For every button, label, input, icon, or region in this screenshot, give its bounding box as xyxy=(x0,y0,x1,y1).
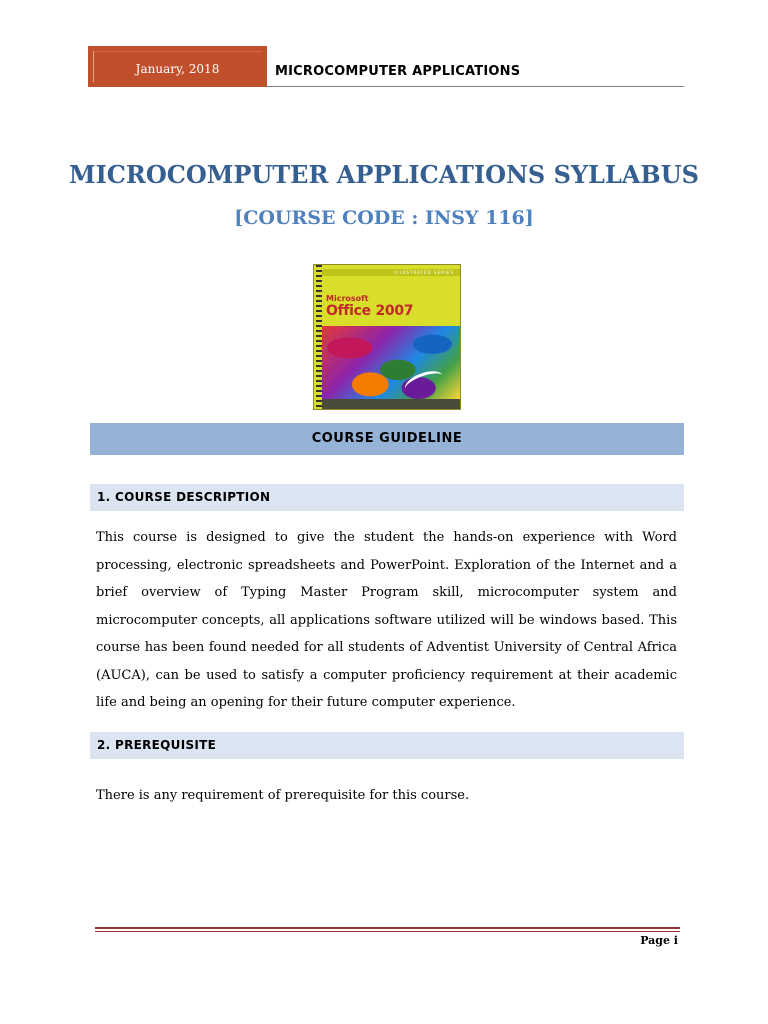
page-number: Page i xyxy=(640,934,678,947)
book-cover-image xyxy=(313,264,461,410)
header-divider xyxy=(267,86,684,87)
header-running-title: MICROCOMPUTER APPLICATIONS xyxy=(275,64,521,79)
document-title: MICROCOMPUTER APPLICATIONS SYLLABUS xyxy=(69,160,699,189)
section-body-description: This course is designed to give the student the hands-on experience with Word processing, electronic spreadsheets and PowerPoint. Exploration of the Internet and a brief overview of Typing Master Program skill, microcomputer system and microcomputer concepts, all applications software utilized will be windows based. This course has been found needed for all students of Adventist University of Central Africa (AUCA), can be used to satisfy a computer proficiency requirement at their academic life and being an opening for their future computer experience. xyxy=(96,530,677,710)
footer-rule-thick xyxy=(95,927,680,929)
cover-bottom-band xyxy=(322,399,460,409)
footer-rule-thin xyxy=(95,931,680,932)
cover-series-strip: ILLUSTRATED SERIES xyxy=(322,269,460,276)
section-heading-description: 1. COURSE DESCRIPTION xyxy=(90,484,684,511)
section-heading-prerequisite: 2. PREREQUISITE xyxy=(90,732,684,759)
guideline-heading: COURSE GUIDELINE xyxy=(90,423,684,455)
cover-brand: Microsoft xyxy=(326,294,369,303)
header-date: January, 2018 xyxy=(135,62,220,76)
section-body-prerequisite: There is any requirement of prerequisite for this course. xyxy=(96,788,470,803)
cover-product: Office 2007 xyxy=(326,303,414,319)
cover-artwork xyxy=(322,326,460,399)
course-code: [COURSE CODE : INSY 116] xyxy=(234,207,534,229)
header-date-tab xyxy=(88,46,267,87)
